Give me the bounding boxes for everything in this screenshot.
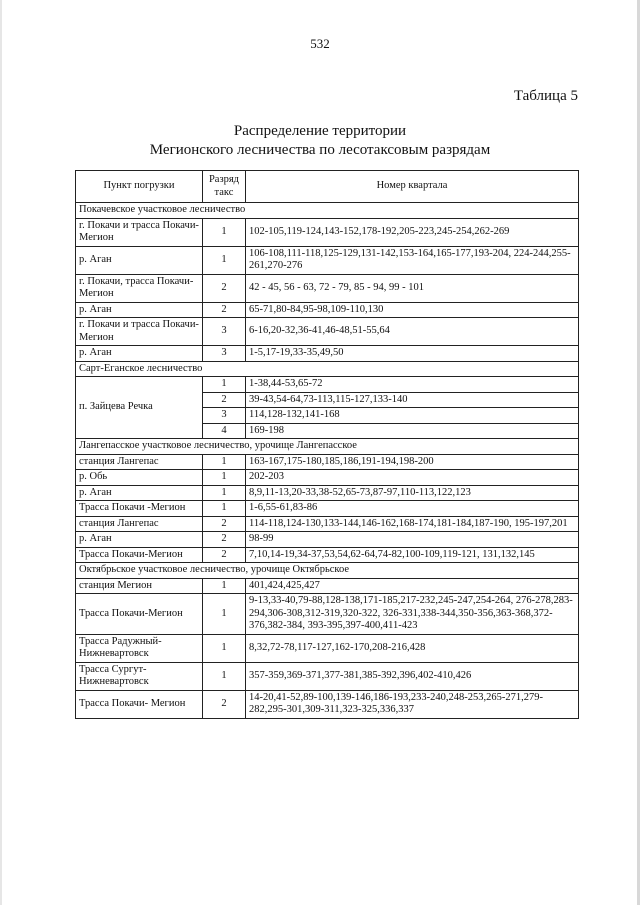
rank-cell: 1 bbox=[203, 594, 246, 635]
loading-point: г. Покачи, трасса Покачи-Мегион bbox=[76, 274, 203, 302]
loading-point: Трасса Покачи-Мегион bbox=[76, 547, 203, 563]
section-row bbox=[76, 563, 579, 579]
section-title: Сарт-Еганское лесничество bbox=[76, 361, 579, 377]
quarter-numbers: 102-105,119-124,143-152,178-192,205-223,245-254,262-269 bbox=[246, 218, 579, 246]
quarter-numbers: 42 - 45, 56 - 63, 72 - 79, 85 - 94, 99 - 101 bbox=[246, 274, 579, 302]
quarter-numbers: 8,9,11-13,20-33,38-52,65-73,87-97,110-113,122,123 bbox=[246, 485, 579, 501]
quarter-numbers: 98-99 bbox=[246, 532, 579, 548]
table-header-row bbox=[76, 171, 579, 203]
section-row bbox=[76, 361, 579, 377]
section-title: Покачевское участковое лесничество bbox=[76, 203, 579, 219]
quarter-numbers: 65-71,80-84,95-98,109-110,130 bbox=[246, 302, 579, 318]
rank-cell: 1 bbox=[203, 578, 246, 594]
rank-cell: 2 bbox=[203, 547, 246, 563]
table-row bbox=[76, 274, 579, 302]
table-row bbox=[76, 318, 579, 346]
loading-point: Трасса Покачи-Мегион bbox=[76, 594, 203, 635]
table-row bbox=[76, 594, 579, 635]
table-row bbox=[76, 454, 579, 470]
rank-cell: 1 bbox=[203, 470, 246, 486]
rank-cell: 2 bbox=[203, 392, 246, 408]
rank-cell: 1 bbox=[203, 501, 246, 517]
quarter-numbers: 7,10,14-19,34-37,53,54,62-64,74-82,100-109,119-121, 131,132,145 bbox=[246, 547, 579, 563]
loading-point: Трасса Покачи- Мегион bbox=[76, 690, 203, 718]
table-row bbox=[76, 516, 579, 532]
loading-point: г. Покачи и трасса Покачи-Мегион bbox=[76, 318, 203, 346]
table-row bbox=[76, 690, 579, 718]
quarter-numbers: 163-167,175-180,185,186,191-194,198-200 bbox=[246, 454, 579, 470]
rank-cell: 1 bbox=[203, 377, 246, 393]
rank-cell: 3 bbox=[203, 318, 246, 346]
section-row bbox=[76, 439, 579, 455]
rank-cell: 3 bbox=[203, 346, 246, 362]
quarter-numbers: 14-20,41-52,89-100,139-146,186-193,233-240,248-253,265-271,279-282,295-301,309-311,323-325,336,337 bbox=[246, 690, 579, 718]
table-row bbox=[76, 346, 579, 362]
rank-cell: 1 bbox=[203, 246, 246, 274]
loading-point: р. Обь bbox=[76, 470, 203, 486]
quarter-numbers: 1-5,17-19,33-35,49,50 bbox=[246, 346, 579, 362]
rank-cell: 2 bbox=[203, 302, 246, 318]
table-row bbox=[76, 470, 579, 486]
header-quarter: Номер квартала bbox=[246, 171, 579, 203]
table-body bbox=[76, 203, 579, 719]
loading-point: р. Аган bbox=[76, 302, 203, 318]
table-row bbox=[76, 302, 579, 318]
quarter-numbers: 8,32,72-78,117-127,162-170,208-216,428 bbox=[246, 634, 579, 662]
loading-point: станция Лангепас bbox=[76, 454, 203, 470]
table-row bbox=[76, 501, 579, 517]
table-row bbox=[76, 532, 579, 548]
quarter-numbers: 202-203 bbox=[246, 470, 579, 486]
loading-point: р. Аган bbox=[76, 346, 203, 362]
table-row bbox=[76, 662, 579, 690]
loading-point: станция Мегион bbox=[76, 578, 203, 594]
rank-cell: 2 bbox=[203, 532, 246, 548]
rank-cell: 1 bbox=[203, 485, 246, 501]
quarter-numbers: 357-359,369-371,377-381,385-392,396,402-410,426 bbox=[246, 662, 579, 690]
quarter-numbers: 9-13,33-40,79-88,128-138,171-185,217-232,245-247,254-264, 276-278,283-294,306-308,312-319,320-322, 326-331,338-344,350-356,363-368,372-376,382-384, 393-395,397-400,411-423 bbox=[246, 594, 579, 635]
table-row bbox=[76, 547, 579, 563]
table-row bbox=[76, 377, 579, 393]
rank-cell: 2 bbox=[203, 690, 246, 718]
distribution-table bbox=[75, 170, 579, 719]
loading-point: р. Аган bbox=[76, 532, 203, 548]
title-line-2: Мегионского лесничества по лесотаксовым разрядам bbox=[149, 142, 491, 158]
table-row bbox=[76, 578, 579, 594]
loading-point: р. Аган bbox=[76, 246, 203, 274]
loading-point: Трасса Радужный-Нижневартовск bbox=[76, 634, 203, 662]
table-row bbox=[76, 218, 579, 246]
rank-cell: 1 bbox=[203, 662, 246, 690]
loading-point: Трасса Сургут- Нижневартовск bbox=[76, 662, 203, 690]
rank-cell: 1 bbox=[203, 634, 246, 662]
loading-point: р. Аган bbox=[76, 485, 203, 501]
table-row bbox=[76, 634, 579, 662]
rank-cell: 2 bbox=[203, 516, 246, 532]
quarter-numbers: 114-118,124-130,133-144,146-162,168-174,181-184,187-190, 195-197,201 bbox=[246, 516, 579, 532]
loading-point: г. Покачи и трасса Покачи-Мегион bbox=[76, 218, 203, 246]
rank-cell: 4 bbox=[203, 423, 246, 439]
page-number: 532 bbox=[310, 36, 330, 51]
rank-cell: 2 bbox=[203, 274, 246, 302]
quarter-numbers: 169-198 bbox=[246, 423, 579, 439]
loading-point: станция Лангепас bbox=[76, 516, 203, 532]
quarter-numbers: 39-43,54-64,73-113,115-127,133-140 bbox=[246, 392, 579, 408]
document-title bbox=[0, 122, 640, 160]
table-label: Таблица 5 bbox=[513, 88, 578, 104]
section-title: Лангепасское участковое лесничество, урочище Лангепасское bbox=[76, 439, 579, 455]
rank-cell: 3 bbox=[203, 408, 246, 424]
rank-cell: 1 bbox=[203, 218, 246, 246]
loading-point: Трасса Покачи -Мегион bbox=[76, 501, 203, 517]
title-line-1: Распределение территории bbox=[233, 123, 407, 139]
quarter-numbers: 106-108,111-118,125-129,131-142,153-164,165-177,193-204, 224-244,255-261,270-276 bbox=[246, 246, 579, 274]
section-title: Октябрьское участковое лесничество, урочище Октябрьское bbox=[76, 563, 579, 579]
table-row bbox=[76, 246, 579, 274]
quarter-numbers: 1-6,55-61,83-86 bbox=[246, 501, 579, 517]
quarter-numbers: 114,128-132,141-168 bbox=[246, 408, 579, 424]
rank-cell: 1 bbox=[203, 454, 246, 470]
quarter-numbers: 401,424,425,427 bbox=[246, 578, 579, 594]
header-point: Пункт погрузки bbox=[76, 171, 203, 203]
loading-point: п. Зайцева Речка bbox=[76, 377, 203, 439]
quarter-numbers: 1-38,44-53,65-72 bbox=[246, 377, 579, 393]
quarter-numbers: 6-16,20-32,36-41,46-48,51-55,64 bbox=[246, 318, 579, 346]
table-row bbox=[76, 485, 579, 501]
section-row bbox=[76, 203, 579, 219]
header-rank: Разряд такс bbox=[203, 171, 246, 203]
